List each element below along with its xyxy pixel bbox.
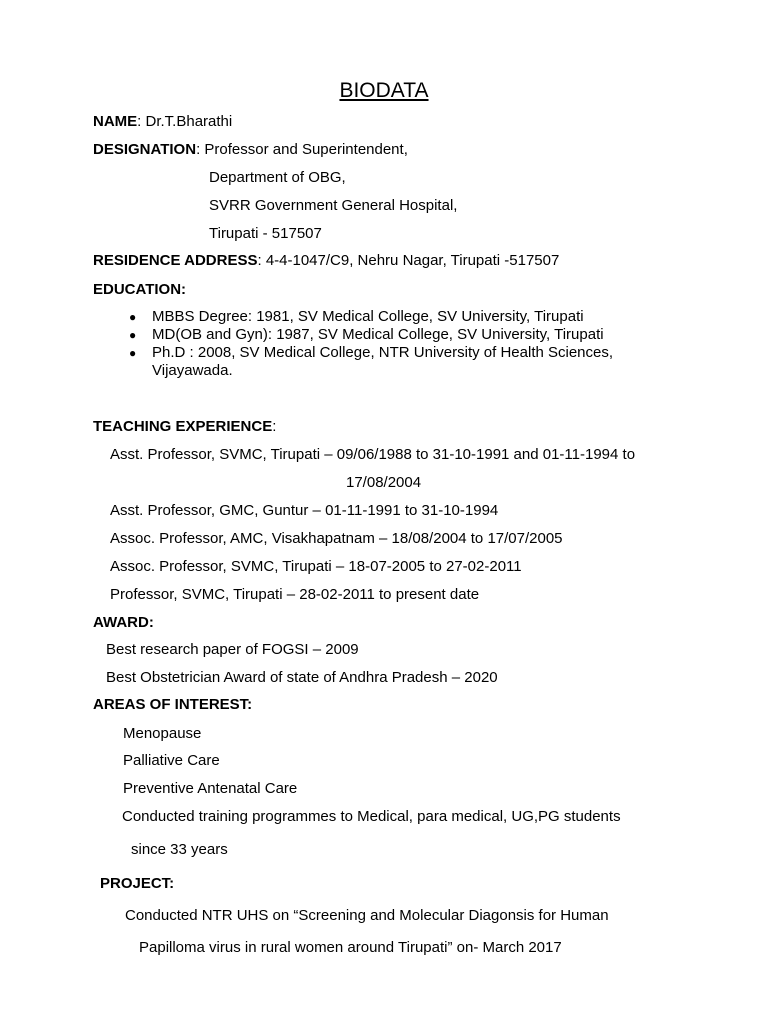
award-heading bbox=[93, 614, 154, 632]
residence-line bbox=[93, 252, 559, 270]
bullet-icon: ● bbox=[129, 328, 137, 342]
interest-item-training: Conducted training programmes to Medical, para medical, UG,PG students bbox=[122, 808, 621, 825]
teaching-label: TEACHING EXPERIENCE bbox=[93, 418, 273, 435]
teaching-item-svmc-asst: Asst. Professor, SVMC, Tirupati – 09/06/1988 to 31-10-1991 and 01-11-1994 to bbox=[110, 446, 636, 463]
interest-heading bbox=[93, 696, 252, 714]
teaching-suffix: : bbox=[272, 418, 277, 435]
interest-item-menopause: Menopause bbox=[123, 725, 202, 742]
education-item-phd-cont: Vijayawada. bbox=[152, 362, 233, 379]
teaching-item-svmc-assoc: Assoc. Professor, SVMC, Tirupati – 18-07-2005 to 27-02-2011 bbox=[110, 558, 522, 575]
project-line-1: Conducted NTR UHS on “Screening and Molecular Diagonsis for Human bbox=[125, 907, 609, 924]
interest-item-antenatal: Preventive Antenatal Care bbox=[123, 780, 298, 797]
award-item-obstetrician: Best Obstetrician Award of state of Andhra Pradesh – 2020 bbox=[106, 669, 498, 686]
designation-value: : Professor and Superintendent, bbox=[196, 141, 408, 158]
designation-department: Department of OBG, bbox=[209, 169, 346, 186]
education-item-mbbs: MBBS Degree: 1981, SV Medical College, SV University, Tirupati bbox=[152, 308, 584, 325]
award-item-fogsi: Best research paper of FOGSI – 2009 bbox=[106, 641, 359, 658]
education-item-phd: Ph.D : 2008, SV Medical College, NTR University of Health Sciences, bbox=[152, 344, 614, 361]
education-heading bbox=[93, 281, 186, 299]
document-title: BIODATA bbox=[339, 79, 429, 102]
teaching-item-svmc-asst-cont: 17/08/2004 bbox=[346, 474, 422, 491]
residence-value: : 4-4-1047/C9, Nehru Nagar, Tirupati -517507 bbox=[257, 252, 560, 269]
bullet-icon: ● bbox=[129, 346, 137, 360]
education-label: EDUCATION: bbox=[93, 281, 187, 298]
name-value: : Dr.T.Bharathi bbox=[137, 113, 233, 130]
project-heading bbox=[100, 875, 174, 893]
designation-city: Tirupati - 517507 bbox=[209, 225, 322, 242]
residence-label: RESIDENCE ADDRESS bbox=[93, 252, 258, 269]
designation-hospital: SVRR Government General Hospital, bbox=[209, 197, 458, 214]
education-item-md: MD(OB and Gyn): 1987, SV Medical College, SV University, Tirupati bbox=[152, 326, 604, 343]
teaching-heading bbox=[93, 418, 276, 436]
designation-label: DESIGNATION bbox=[93, 141, 197, 158]
name-line bbox=[93, 113, 232, 131]
teaching-item-svmc-prof: Professor, SVMC, Tirupati – 28-02-2011 to present date bbox=[110, 586, 480, 603]
interest-item-palliative: Palliative Care bbox=[123, 752, 220, 769]
interest-item-training-cont: since 33 years bbox=[131, 841, 228, 858]
bullet-icon: ● bbox=[129, 310, 137, 324]
designation-line bbox=[93, 141, 408, 159]
name-label: NAME bbox=[93, 113, 138, 130]
teaching-item-amc: Assoc. Professor, AMC, Visakhapatnam – 18/08/2004 to 17/07/2005 bbox=[110, 530, 563, 547]
project-label: PROJECT: bbox=[100, 875, 175, 892]
project-line-2: Papilloma virus in rural women around Tirupati” on- March 2017 bbox=[139, 939, 562, 956]
award-label: AWARD: bbox=[93, 614, 154, 631]
interest-label: AREAS OF INTEREST: bbox=[93, 696, 253, 713]
teaching-item-gmc: Asst. Professor, GMC, Guntur – 01-11-1991 to 31-10-1994 bbox=[110, 502, 499, 519]
